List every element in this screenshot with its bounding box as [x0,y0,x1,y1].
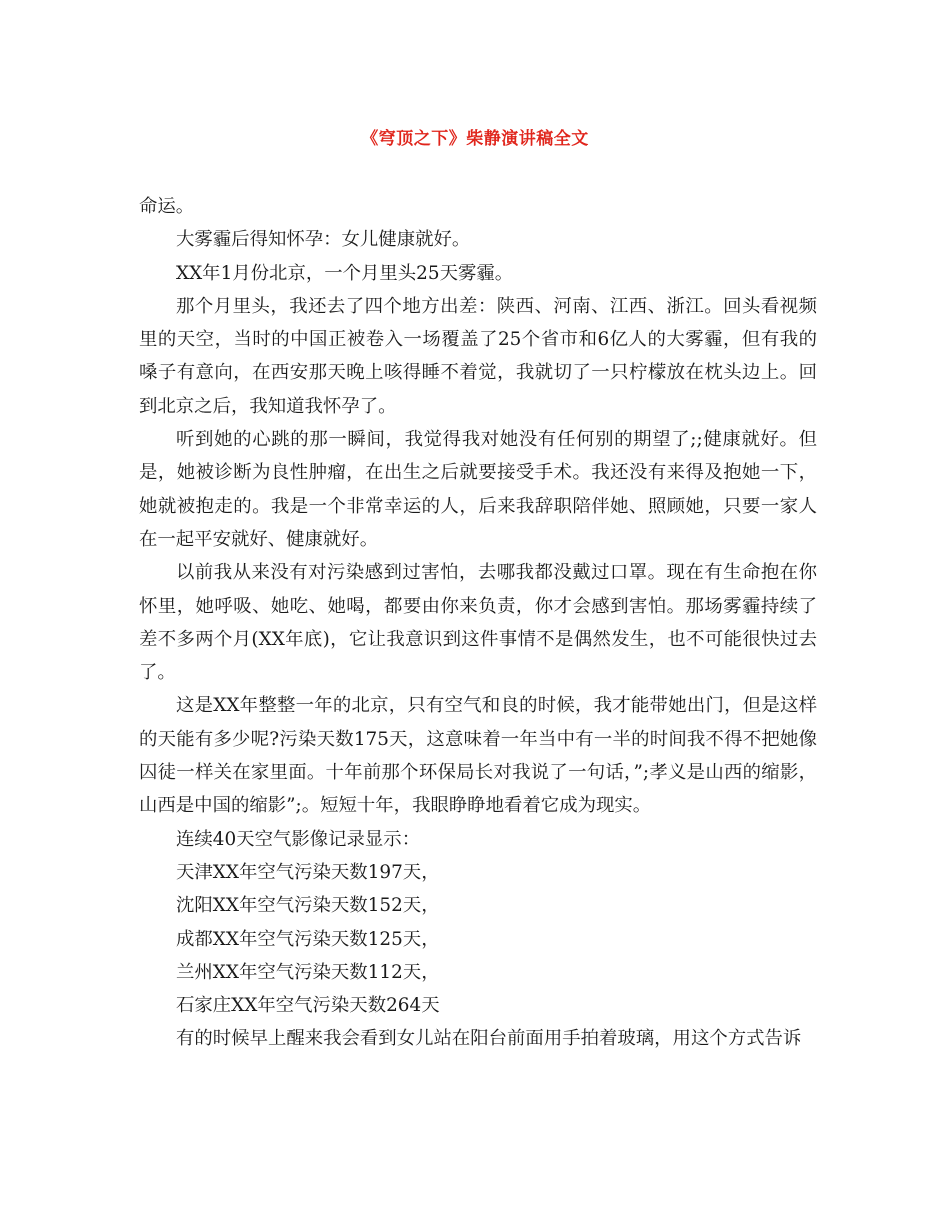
document-title: 《穹顶之下》柴静演讲稿全文 [361,129,589,149]
paragraph: 以前我从来没有对污染感到过害怕，去哪我都没戴过口罩。现在有生命抱在你怀里，她呼吸、她吃、她喝，都要由你来负责，你才会感到害怕。那场雾霾持续了差不多两个月(XX年底)，它让我意识到这件事情不是偶然发生，也不可能很快过去了。 [139,562,817,684]
paragraph: 那个月里头，我还去了四个地方出差：陕西、河南、江西、浙江。回头看视频里的天空，当时的中国正被卷入一场覆盖了25个省市和6亿人的大雾霾，但有我的嗓子有意向，在西安那天晚上咳得睡不着觉，我就切了一只柠檬放在枕头边上。回到北京之后，我知道我怀孕了。 [139,295,817,417]
paragraph: 有的时候早上醒来我会看到女儿站在阳台前面用手拍着玻璃，用这个方式告诉 [176,1028,802,1050]
paragraph: 连续40天空气影像记录显示： [176,828,421,850]
paragraph: 天津XX年空气污染天数197天， [176,861,440,883]
paragraph: 大雾霾后得知怀孕：女儿健康就好。 [176,229,471,251]
paragraph: 这是XX年整整一年的北京，只有空气和良的时候，我才能带她出门，但是这样的天能有多少呢?污染天数175天，这意味着一年当中有一半的时间我不得不把她像囚徒一样关在家里面。十年前那个环保局长对我说了一句话，”;孝义是山西的缩影，山西是中国的缩影”;。短短十年，我眼睁睁地看着它成为现实。 [139,695,817,817]
paragraph: 听到她的心跳的那一瞬间，我觉得我对她没有任何别的期望了;;健康就好。但是，她被诊断为良性肿瘤，在出生之后就要接受手术。我还没有来得及抱她一下，她就被抱走的。我是一个非常幸运的人，后来我辞职陪伴她、照顾她，只要一家人在一起平安就好、健康就好。 [139,429,817,550]
paragraph: 命运。 [139,196,195,217]
paragraph: 石家庄XX年空气污染天数264天 [176,995,440,1017]
document-body [139,190,817,1056]
paragraph: 成都XX年空气污染天数125天， [176,928,440,950]
paragraph: 沈阳XX年空气污染天数152天， [176,895,440,917]
paragraph: 兰州XX年空气污染天数112天， [176,961,440,983]
paragraph: XX年1月份北京，一个月里头25天雾霾。 [176,262,514,284]
